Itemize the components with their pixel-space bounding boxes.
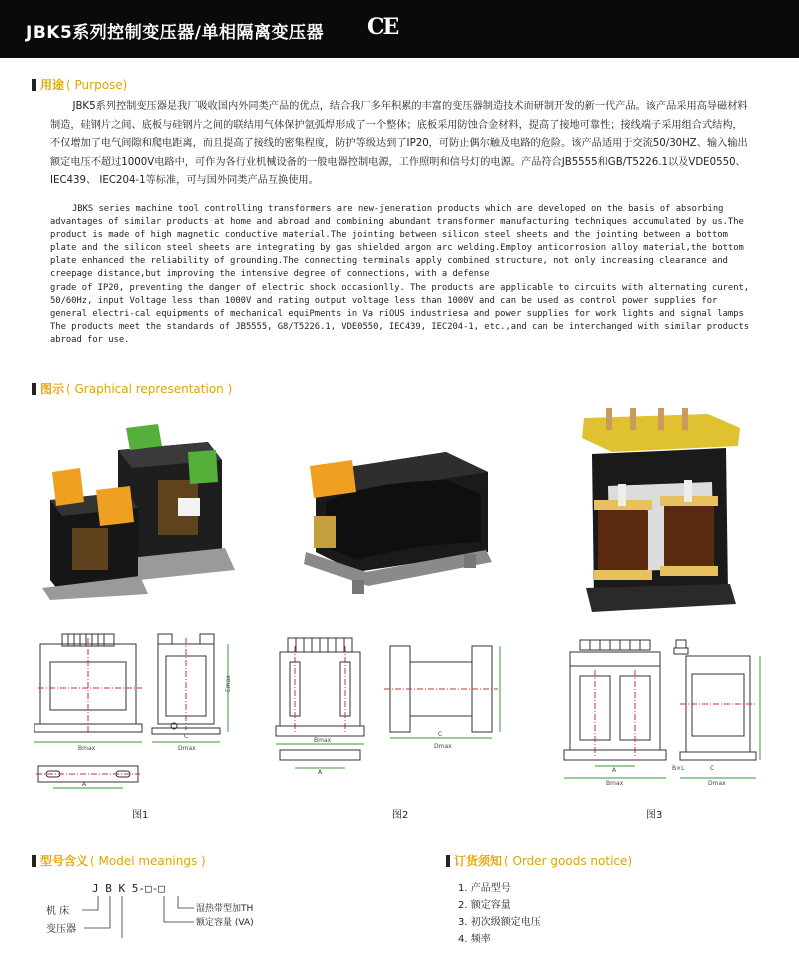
- figure-1-label: 图1: [132, 810, 149, 821]
- purpose-heading-zh: 用途: [40, 78, 65, 92]
- dim-label-emax: Emax: [225, 675, 232, 692]
- purpose-heading: [32, 76, 127, 93]
- dim-label-c-3: C: [710, 765, 715, 772]
- en-line: product is made of high magnetic conductive material.The jointing between silicon steel sheets and the jointing between a bottom: [50, 230, 728, 241]
- purpose-text-en: [50, 203, 755, 347]
- en-line: JBKS series machine tool controlling transformers are new-jeneration products which are developed on the basis of absorbing: [72, 204, 724, 214]
- en-line: plate and the silicon steel sheets are integrating by gas shielded argon arc welding.Employ anticorrosion alloy material,the bottom: [50, 243, 744, 254]
- order-item: 4. 频率: [458, 934, 491, 945]
- order-heading-zh: 订货须知: [454, 854, 503, 868]
- graphics-heading-zh: 图示: [40, 382, 65, 396]
- dim-label-dmax-3: Dmax: [708, 780, 726, 786]
- en-line: general electri-cal equipments of mechanical equiPments in Va riOUS industriesa and power supplies for work lights and signal lamps: [50, 308, 744, 319]
- order-heading: [446, 852, 632, 869]
- label-capacity: 额定容量 (VA): [196, 918, 254, 928]
- dim-label-bmax-2: Bmax: [314, 737, 332, 744]
- transformer-photo-3: [578, 408, 748, 618]
- fig1-front-view: [34, 632, 146, 752]
- order-notice-list: [458, 880, 541, 948]
- purpose-heading-en: ( Purpose): [66, 77, 128, 92]
- dim-label-a-2: A: [318, 769, 323, 776]
- model-heading: [32, 852, 206, 869]
- transformer-photo-2: [296, 432, 496, 602]
- label-machine-tool: 机 床: [46, 906, 70, 917]
- order-heading-en: ( Order goods notice): [504, 853, 633, 868]
- model-heading-zh: 型号含义: [40, 854, 89, 868]
- fig3-side-view: [672, 636, 768, 786]
- dim-label-bxl: B×L: [672, 765, 685, 772]
- graphics-heading: [32, 380, 232, 397]
- model-code-diagram: [44, 878, 284, 938]
- page-header: [0, 0, 799, 58]
- dim-label-a: A: [82, 781, 87, 788]
- model-heading-en: ( Model meanings ): [90, 853, 206, 868]
- ce-mark: CE: [367, 14, 398, 40]
- order-item: 1. 产品型号: [458, 883, 511, 894]
- model-code: J B K 5-□-□: [92, 882, 165, 895]
- en-line: advantages of similar products at home and abroad and combining abundant transformer manufacturing techniques accumulated by us.The: [50, 217, 744, 228]
- en-line: 50/60Hz, input Voltage less than 1000V and rating output voltage less than 1000V and can be used as control power supplies for: [50, 295, 718, 306]
- heading-bar: [32, 383, 36, 395]
- fig2-front-view: [274, 636, 374, 776]
- dim-label-c-2: C: [438, 731, 443, 738]
- dim-label-dmax: Dmax: [178, 745, 196, 752]
- en-line: plate enhanced the reliability of grounding.The connecting terminals apply combined structure, not only increasing clearance and: [50, 256, 728, 267]
- label-transformer: 变压器: [46, 924, 76, 935]
- fig1-side-view: [148, 632, 240, 752]
- graphics-heading-en: ( Graphical representation ): [66, 381, 233, 396]
- en-line: creepage distance,but improving the intensive degree of connections, with a defense: [50, 269, 490, 280]
- dim-label-c: C: [184, 733, 189, 740]
- en-line: grade of IP20, preventing the danger of electric shock occasionlly. The products are applicable to circuits with alternating curent,: [50, 282, 750, 293]
- figure-2-label: 图2: [392, 810, 409, 821]
- en-line: The products meet the standards of JB5555, G8/T5226.1, VDE0550, IEC439, IEC204-1, etc.,and can be interchanged with similar products: [50, 321, 750, 332]
- dim-label-bmax-3: Bmax: [606, 780, 624, 786]
- fig3-front-view: [562, 636, 672, 786]
- transformer-photo-1: [40, 420, 240, 600]
- heading-bar: [32, 79, 36, 91]
- page-title: JBK5系列控制变压器/单相隔离变压器: [26, 23, 324, 43]
- dim-label-bmax: Bmax: [78, 745, 96, 752]
- order-item: 2. 额定容量: [458, 900, 511, 911]
- purpose-text-cn: JBK5系列控制变压器是我厂吸收国内外同类产品的优点，结合我厂多年积累的丰富的变压器制造技术而研制开发的新一代产品。该产品采用高导磁材料制造，硅钢片之间、底板与硅钢片之间的联结用气体保护氩弧焊形成了一个整体；底板采用防蚀合金材料，提高了接地可靠性；接线端子采用组合式结构，不仅增加了电气间隙和爬电距离，而且提高了接线的密集程度，防护等级达到了IP20，可防止偶尔触及电路的危险。该产品适用于交流50/30HZ、输入输出额定电压不超过1000V电路中，可作为各行业机械设备的一般电器控制电源，工作照明和信号灯的电源。产品符合JB5555和GB/T5226.1以及VDE0550、 IEC439、 IEC204-1等标准，可与国外同类产品互换使用。: [50, 101, 748, 187]
- order-item: 3. 初次级额定电压: [458, 917, 541, 928]
- heading-bar: [446, 855, 450, 867]
- en-line: abroad for use.: [50, 334, 130, 345]
- fig2-side-view: [376, 636, 506, 756]
- label-th: 湿热带型加TH: [196, 904, 254, 914]
- heading-bar: [32, 855, 36, 867]
- dim-label-dmax-2: Dmax: [434, 743, 452, 750]
- figure-3-label: 图3: [646, 810, 663, 821]
- fig1-base-plate: [34, 762, 146, 798]
- dim-label-a-3: A: [612, 767, 617, 774]
